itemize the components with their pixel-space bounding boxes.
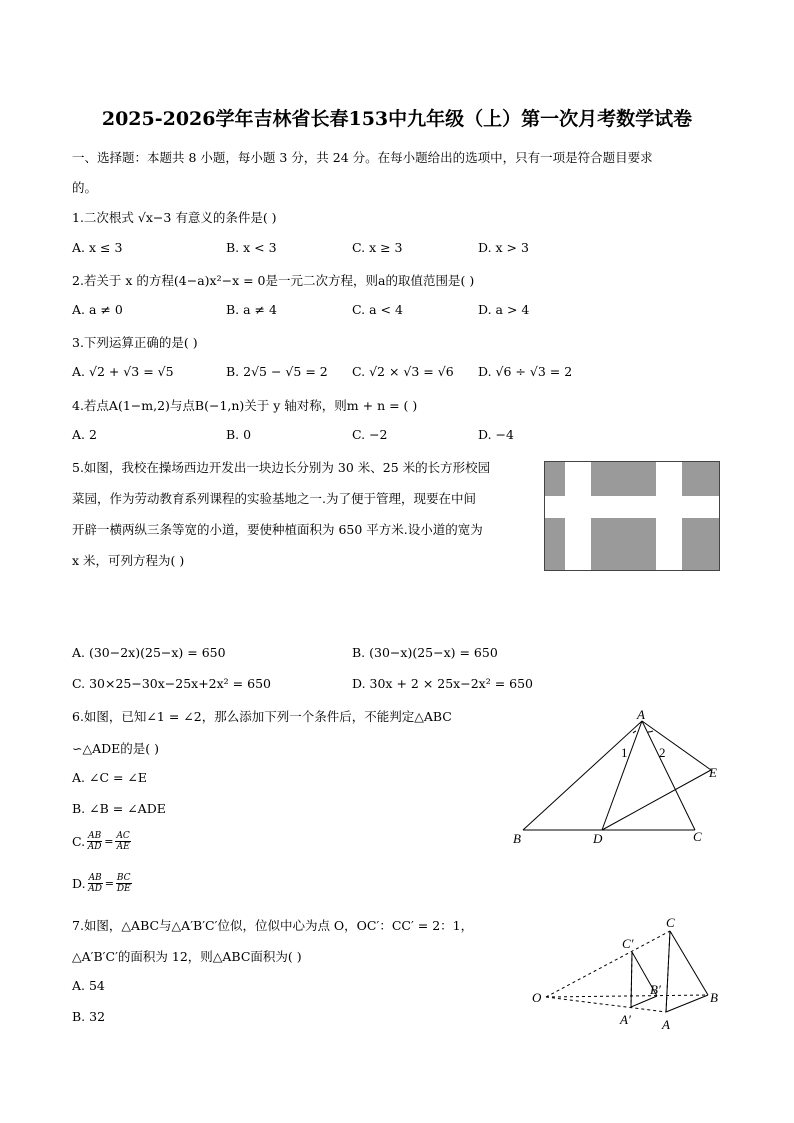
- q6-option-d: D. $\frac{AB}{AD}$ = $\frac{BC}{DE}$: [72, 873, 131, 894]
- question-5-line-3: 开辟一横两纵三条等宽的小道，要使种植面积为 650 平方米.设小道的宽为: [72, 522, 483, 537]
- segment-cb: [670, 931, 708, 995]
- garden-figure: [544, 461, 721, 572]
- q5-option-a: A. (30−2x)(25−x) = 650: [72, 645, 226, 660]
- label-d: D: [593, 831, 603, 846]
- label-a-prime: A′: [620, 1012, 631, 1027]
- label-b-prime: B′: [650, 982, 661, 997]
- segment-de: [602, 770, 711, 830]
- fraction-denominator: DE: [116, 884, 131, 894]
- horizontal-path: [545, 496, 720, 518]
- question-6-line-1: 6.如图，已知∠1 = ∠2，那么添加下列一个条件后，不能判定△ABC: [72, 709, 452, 724]
- q4-option-b: B. 0: [226, 427, 252, 442]
- q3-option-c: C. √2 × √3 = √6: [352, 364, 454, 379]
- q1-option-b: B. x < 3: [226, 240, 277, 255]
- angle-2-arc: [648, 731, 653, 732]
- question-2-stem: 2.若关于 x 的方程(4−a)x²−x = 0是一元二次方程，则a的取值范围是( ): [72, 273, 475, 288]
- section-heading-continued: 的。: [72, 180, 98, 195]
- label-o: O: [532, 990, 542, 1005]
- q2-option-b: B. a ≠ 4: [226, 302, 277, 317]
- q5-option-b: B. (30−x)(25−x) = 650: [352, 645, 498, 660]
- fraction-ab-ad: [88, 873, 103, 894]
- fraction-numerator: AC: [116, 831, 130, 841]
- q3-option-a: A. √2 + √3 = √5: [72, 364, 174, 379]
- fraction-numerator: BC: [116, 873, 131, 883]
- fraction-bc-de: [116, 873, 132, 894]
- q1-option-d: D. x > 3: [478, 240, 529, 255]
- q6-option-a: A. ∠C = ∠E: [72, 770, 148, 785]
- question-7-line-1: 7.如图，△ABC与△A′B′C′位似，位似中心为点 O，OC′：CC′ = 2：1，: [72, 918, 474, 933]
- segment-ae: [642, 721, 711, 770]
- angle-1-arc: [633, 731, 636, 733]
- dashed-ob: [546, 995, 708, 997]
- q1-option-a: A. x ≤ 3: [72, 240, 123, 255]
- segment-ab: [523, 721, 642, 830]
- q4-option-d: D. −4: [478, 427, 514, 442]
- q7-option-a: A. 54: [72, 978, 105, 993]
- q3-option-b: B. 2√5 − √5 = 2: [226, 364, 328, 379]
- segment-a1b1: [631, 996, 657, 1007]
- q6-option-b: B. ∠B = ∠ADE: [72, 801, 166, 816]
- question-5-line-1: 5.如图，我校在操场西边开发出一块边长分别为 30 米、25 米的长方形校园: [72, 460, 491, 475]
- label-c: C: [666, 915, 675, 930]
- fraction-numerator: AB: [88, 873, 102, 883]
- segment-ab: [666, 995, 708, 1012]
- label-a: A: [637, 707, 645, 722]
- dashed-oa: [546, 997, 666, 1012]
- triangle-figure-q6: [505, 705, 735, 850]
- q7-option-b: B. 32: [72, 1009, 106, 1024]
- label-e: E: [709, 765, 717, 780]
- section-heading: 一、选择题：本题共 8 小题，每小题 3 分，共 24 分。在每小题给出的选项中，只有一项是符合题目要求: [72, 150, 653, 165]
- segment-ca: [666, 931, 670, 1012]
- label-angle-1: 1: [621, 745, 628, 760]
- segment-ad: [602, 721, 642, 830]
- homothety-figure-q7: [528, 912, 728, 1036]
- q6-option-c-label: C.: [72, 834, 86, 849]
- question-1-stem: 1.二次根式 √x−3 有意义的条件是( ): [72, 210, 277, 225]
- question-4-stem: 4.若点A(1−m,2)与点B(−1,n)关于 y 轴对称，则m + n = ( ): [72, 398, 418, 413]
- q3-option-d: D. √6 ÷ √3 = 2: [478, 364, 573, 379]
- label-c-prime: C′: [622, 936, 634, 951]
- question-5-line-4: x 米，可列方程为( ): [72, 553, 185, 568]
- question-6-line-2: ∽△ADE的是( ): [72, 741, 159, 756]
- label-b: B: [513, 831, 521, 846]
- q2-option-c: C. a < 4: [352, 302, 403, 317]
- fraction-denominator: AD: [87, 842, 102, 852]
- q6-option-c: C. $\frac{AB}{AD}$ = $\frac{AC}{AE}$: [72, 831, 130, 852]
- question-7-line-2: △A′B′C′的面积为 12，则△ABC面积为( ): [72, 949, 302, 964]
- fraction-numerator: AB: [88, 831, 102, 841]
- q5-option-c: C. 30×25−30x−25x+2x² = 650: [72, 676, 271, 691]
- label-b: B: [710, 990, 718, 1005]
- fraction-denominator: AD: [88, 884, 102, 894]
- label-angle-2: 2: [659, 745, 666, 760]
- page-title: 2025-2026学年吉林省长春153中九年级（上）第一次月考数学试卷: [101, 108, 693, 130]
- q5-option-d: D. 30x + 2 × 25x−2x² = 650: [352, 676, 533, 691]
- fraction-ab-ad: [87, 831, 102, 852]
- label-c: C: [693, 829, 702, 844]
- q1-option-c: C. x ≥ 3: [352, 240, 403, 255]
- q2-option-a: A. a ≠ 0: [72, 302, 123, 317]
- question-5-line-2: 菜园，作为劳动教育系列课程的实验基地之一.为了便于管理，现要在中间: [72, 491, 476, 506]
- question-3-stem: 3.下列运算正确的是( ): [72, 335, 198, 350]
- fraction-ac-ae: [115, 831, 130, 852]
- q4-option-a: A. 2: [72, 427, 97, 442]
- label-a: A: [662, 1017, 670, 1032]
- segment-c1a1: [631, 952, 632, 1007]
- q6-option-d-label: D.: [72, 876, 86, 891]
- fraction-denominator: AE: [116, 842, 130, 852]
- segment-ac: [642, 721, 695, 830]
- q4-option-c: C. −2: [352, 427, 388, 442]
- q2-option-d: D. a > 4: [478, 302, 530, 317]
